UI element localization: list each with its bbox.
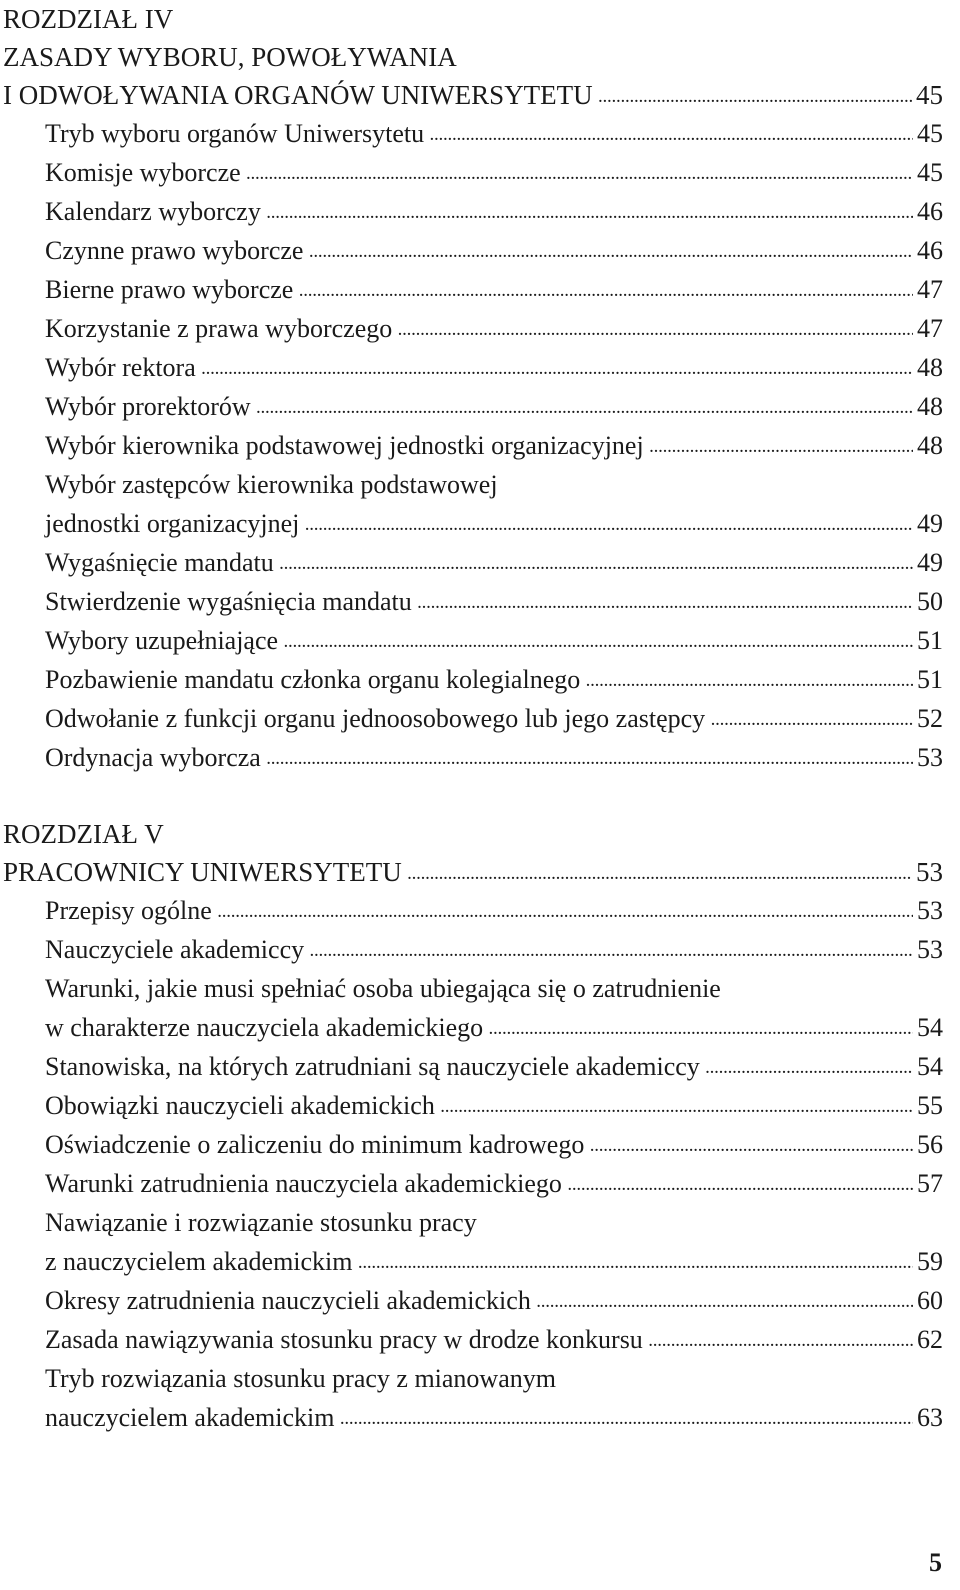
dot-leader (267, 740, 913, 766)
toc-entry-text-line1: Warunki, jakie musi spełniać osoba ubiegająca się o zatrudnienie (45, 974, 721, 1003)
toc-entry-text: Zasada nawiązywania stosunku pracy w drodze konkursu (45, 1325, 643, 1354)
toc-entry-text: Obowiązki nauczycieli akademickich (45, 1091, 435, 1120)
dot-leader (257, 389, 913, 415)
toc-page-number: 56 (917, 1130, 943, 1159)
toc-page-number: 62 (917, 1325, 943, 1354)
toc-entry[interactable] (0, 270, 943, 309)
chapter-4 (0, 0, 960, 777)
toc-page-number: 55 (917, 1091, 943, 1120)
dot-leader (599, 77, 912, 104)
toc-entry[interactable] (0, 1164, 943, 1203)
toc-entry-text: Czynne prawo wyborcze (45, 236, 304, 265)
toc-entry-text: Wybór kierownika podstawowej jednostki organizacyjnej (45, 431, 644, 460)
toc-entry-text: Wybór rektora (45, 353, 196, 382)
toc-entry-line2 (45, 1008, 943, 1047)
dot-leader (280, 545, 913, 571)
toc-entry[interactable] (0, 1125, 943, 1164)
toc-page-number: 51 (917, 665, 943, 694)
toc-page-number: 47 (917, 275, 943, 304)
dot-leader (568, 1166, 913, 1192)
toc-chapter-title[interactable] (0, 853, 943, 891)
toc-page-number: 46 (917, 236, 943, 265)
toc-page-number: 51 (917, 626, 943, 655)
dot-leader (359, 1244, 913, 1270)
toc-page-number: 49 (917, 509, 943, 538)
toc-entry-text: Kalendarz wyborczy (45, 197, 261, 226)
dot-leader (650, 428, 913, 454)
toc-entry[interactable] (0, 1281, 943, 1320)
toc-entry[interactable] (0, 309, 943, 348)
dot-leader (340, 1400, 913, 1426)
dot-leader (430, 116, 913, 142)
dot-leader (398, 311, 913, 337)
dot-leader (202, 350, 913, 376)
toc-entry[interactable] (0, 426, 943, 465)
toc-entry[interactable] (0, 1047, 943, 1086)
toc-entry-text: Stwierdzenie wygaśnięcia mandatu (45, 587, 412, 616)
toc-entry-text-line1: Wybór zastępców kierownika podstawowej (45, 470, 498, 499)
toc-entry-text-line1: Nawiązanie i rozwiązanie stosunku pracy (45, 1208, 477, 1237)
toc-page-number: 52 (917, 704, 943, 733)
toc-entry-text-line2: w charakterze nauczyciela akademickiego (45, 1013, 484, 1042)
toc-entry-text: Pozbawienie mandatu członka organu kolegialnego (45, 665, 581, 694)
dot-leader (706, 1049, 913, 1075)
toc-entry-text-line1: Tryb rozwiązania stosunku pracy z mianowanym (45, 1364, 556, 1393)
toc-page-number: 49 (917, 548, 943, 577)
toc-page-number: 59 (917, 1247, 943, 1276)
dot-leader (309, 233, 913, 259)
toc-entry[interactable] (0, 699, 943, 738)
toc-page-number: 45 (916, 80, 943, 110)
toc-entry-text: Warunki zatrudnienia nauczyciela akademickiego (45, 1169, 562, 1198)
dot-leader (649, 1322, 913, 1348)
toc-entry-text: Odwołanie z funkcji organu jednoosobowego lub jego zastępcy (45, 704, 706, 733)
toc-entry-text: Komisje wyborcze (45, 158, 241, 187)
toc-entry-text-line2: nauczycielem akademickim (45, 1403, 335, 1432)
toc-page-number: 45 (917, 158, 943, 187)
toc-entry-text: Oświadczenie o zaliczeniu do minimum kadrowego (45, 1130, 585, 1159)
toc-entry-text: Ordynacja wyborcza (45, 743, 261, 772)
toc-chapter-title[interactable] (0, 76, 943, 114)
dot-leader (537, 1283, 913, 1309)
toc-page-number: 50 (917, 587, 943, 616)
toc-entry-wrapped[interactable] (0, 465, 960, 543)
toc-entry-text-line2: jednostki organizacyjnej (45, 509, 300, 538)
toc-chapter-title-text: PRACOWNICY UNIWERSYTETU (3, 857, 402, 887)
toc-entry-wrapped[interactable] (0, 969, 960, 1047)
toc-page-number: 53 (917, 896, 943, 925)
toc-page-number: 53 (917, 743, 943, 772)
toc-page-number: 53 (917, 935, 943, 964)
toc-entry-text: Korzystanie z prawa wyborczego (45, 314, 393, 343)
toc-entry[interactable] (0, 192, 943, 231)
toc-page-number: 57 (917, 1169, 943, 1198)
toc-entry[interactable] (0, 621, 943, 660)
toc-entry-wrapped[interactable] (0, 1359, 960, 1437)
toc-entry-line2 (45, 1398, 943, 1437)
toc-entry-text: Wybory uzupełniające (45, 626, 279, 655)
toc-entry-text: Wybór prorektorów (45, 392, 251, 421)
dot-leader (489, 1010, 913, 1036)
toc-page-number: 46 (917, 197, 943, 226)
toc-page-number: 47 (917, 314, 943, 343)
dot-leader (408, 854, 912, 881)
toc-entry[interactable] (0, 543, 943, 582)
chapter-subtitle: ZASADY WYBORU, POWOŁYWANIA (3, 42, 457, 72)
dot-leader (418, 584, 913, 610)
toc-entry-text: Okresy zatrudnienia nauczycieli akademickich (45, 1286, 531, 1315)
toc-page-number: 54 (917, 1052, 943, 1081)
toc-entry[interactable] (0, 114, 943, 153)
toc-page-number: 45 (917, 119, 943, 148)
dot-leader (590, 1127, 913, 1153)
toc-entry[interactable] (0, 1086, 943, 1125)
toc-entry-text: Przepisy ogólne (45, 896, 212, 925)
toc-entry[interactable] (0, 582, 943, 621)
dot-leader (441, 1088, 913, 1114)
toc-entry-text-line2: z nauczycielem akademickim (45, 1247, 353, 1276)
toc-entry-wrapped[interactable] (0, 1203, 960, 1281)
page-number: 5 (929, 1548, 942, 1577)
toc-entry[interactable] (0, 231, 943, 270)
chapter-5 (0, 815, 960, 1437)
toc-page-number: 48 (917, 353, 943, 382)
toc-entry[interactable] (0, 387, 943, 426)
toc-page-number: 60 (917, 1286, 943, 1315)
toc-chapter-title-text: I ODWOŁYWANIA ORGANÓW UNIWERSYTETU (3, 80, 593, 110)
toc-page-number: 48 (917, 431, 943, 460)
chapter-label: ROZDZIAŁ V (3, 819, 164, 849)
toc-entry-text: Bierne prawo wyborcze (45, 275, 294, 304)
toc-entry-text: Tryb wyboru organów Uniwersytetu (45, 119, 425, 148)
toc-entry-text: Nauczyciele akademiccy (45, 935, 305, 964)
toc-entry-text: Wygaśnięcie mandatu (45, 548, 274, 577)
chapter-label: ROZDZIAŁ IV (3, 4, 174, 34)
dot-leader (310, 932, 913, 958)
toc-entry-line2 (45, 504, 943, 543)
dot-leader (305, 506, 913, 532)
dot-leader (247, 155, 913, 181)
toc-entry[interactable] (0, 930, 943, 969)
dot-leader (267, 194, 913, 220)
dot-leader (218, 893, 913, 919)
dot-leader (299, 272, 913, 298)
dot-leader (711, 701, 913, 727)
toc-entry-line2 (45, 1242, 943, 1281)
toc-entry[interactable] (0, 348, 943, 387)
toc-entry-text: Stanowiska, na których zatrudniani są nauczyciele akademiccy (45, 1052, 700, 1081)
toc-entry[interactable] (0, 891, 943, 930)
toc-entry[interactable] (0, 660, 943, 699)
toc-page-number: 54 (917, 1013, 943, 1042)
toc-entry[interactable] (0, 153, 943, 192)
dot-leader (586, 662, 913, 688)
toc-entry[interactable] (0, 738, 943, 777)
toc-entry[interactable] (0, 1320, 943, 1359)
dot-leader (284, 623, 913, 649)
toc-page-number: 53 (916, 857, 943, 887)
toc-page-number: 48 (917, 392, 943, 421)
toc-page-number: 63 (917, 1403, 943, 1432)
